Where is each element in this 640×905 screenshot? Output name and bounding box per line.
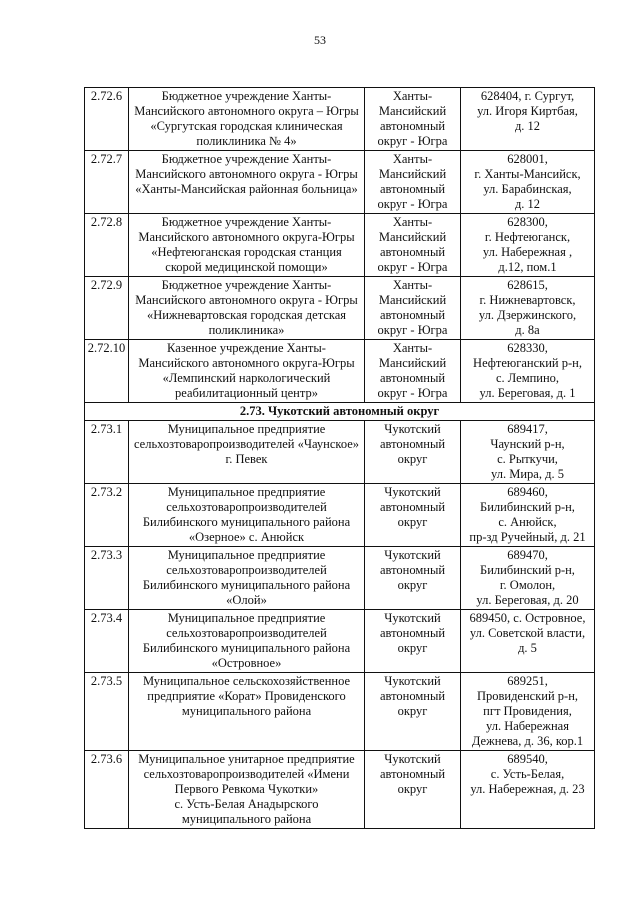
- row-number: 2.73.1: [85, 421, 129, 484]
- address-line: ул. Береговая, д. 20: [476, 593, 579, 607]
- address-line: с. Анюйск,: [498, 515, 557, 529]
- region-line: Ханты-: [392, 341, 433, 355]
- organization-name-line: Муниципальное сельскохозяйственное: [142, 674, 351, 688]
- region-line: автономный: [379, 371, 446, 385]
- address-line: ул. Набережная: [486, 719, 569, 733]
- address-line: г. Нижневартовск,: [479, 293, 576, 307]
- organization-name-line: Первого Ревкома Чукотки»: [174, 782, 319, 796]
- address-cell: [461, 547, 595, 610]
- organization-name-line: Мансийского автономного округа – Югры: [134, 104, 359, 118]
- organization-name-cell: [129, 484, 365, 547]
- address-cell: [461, 421, 595, 484]
- region-line: Ханты-: [392, 215, 433, 229]
- region-line: Чукотский: [384, 674, 441, 688]
- region-line: автономный: [379, 308, 446, 322]
- address-line: ул. Дзержинского,: [478, 308, 577, 322]
- region-line: автономный: [379, 119, 446, 133]
- region-line: округ - Югра: [377, 134, 448, 148]
- organization-name-line: «Нефтеюганская городская станция: [151, 245, 342, 259]
- address-line: ул. Набережная, д. 23: [470, 782, 585, 796]
- region-cell: [365, 547, 461, 610]
- organization-name-line: Мансийского автономного округа - Югры: [135, 167, 358, 181]
- organization-name-cell: [129, 340, 365, 403]
- region-line: автономный: [379, 182, 446, 196]
- region-cell: [365, 610, 461, 673]
- region-line: Ханты-: [392, 152, 433, 166]
- address-line: 628001,: [507, 152, 548, 166]
- organization-name-line: Бюджетное учреждение Ханты-: [161, 278, 332, 292]
- organization-name-line: «Островное»: [211, 656, 282, 670]
- organization-name-line: «Олой»: [226, 593, 267, 607]
- table-row: [85, 610, 595, 673]
- region-line: Чукотский: [384, 485, 441, 499]
- address-line: 689417,: [507, 422, 548, 436]
- address-line: д.12, пом.1: [498, 260, 557, 274]
- address-line: д. 5: [518, 641, 537, 655]
- address-line: пр-зд Ручейный, д. 21: [469, 530, 586, 544]
- organization-name-cell: [129, 277, 365, 340]
- organization-name-line: «Ханты-Мансийская районная больница»: [135, 182, 358, 196]
- region-cell: [365, 484, 461, 547]
- row-number: 2.73.4: [85, 610, 129, 673]
- organization-name-line: Муниципальное предприятие: [167, 548, 326, 562]
- region-cell: [365, 214, 461, 277]
- row-number: 2.73.5: [85, 673, 129, 751]
- region-cell: [365, 277, 461, 340]
- region-line: округ: [397, 452, 428, 466]
- address-line: Чаунский р-н,: [490, 437, 565, 451]
- address-line: д. 12: [514, 197, 541, 211]
- address-line: с. Рыткучи,: [497, 452, 558, 466]
- region-line: автономный: [379, 245, 446, 259]
- region-line: округ: [397, 704, 428, 718]
- organization-name-cell: [129, 151, 365, 214]
- region-cell: [365, 340, 461, 403]
- organization-name-line: Бюджетное учреждение Ханты-: [161, 215, 332, 229]
- organization-name-cell: [129, 421, 365, 484]
- address-line: 689470,: [507, 548, 548, 562]
- row-number: 2.72.10: [85, 340, 129, 403]
- organization-name-line: предприятие «Корат» Провиденского: [147, 689, 346, 703]
- region-line: округ - Югра: [377, 260, 448, 274]
- region-line: автономный: [379, 767, 446, 781]
- row-number: 2.73.3: [85, 547, 129, 610]
- region-line: округ - Югра: [377, 323, 448, 337]
- organization-name-line: Муниципальное предприятие: [167, 422, 326, 436]
- table-row: [85, 277, 595, 340]
- region-line: Чукотский: [384, 752, 441, 766]
- address-line: с. Лемпино,: [495, 371, 560, 385]
- address-line: 689540,: [507, 752, 548, 766]
- address-cell: [461, 277, 595, 340]
- address-line: г. Омолон,: [499, 578, 556, 592]
- address-cell: [461, 340, 595, 403]
- table-row: [85, 751, 595, 829]
- organization-name-cell: [129, 610, 365, 673]
- organization-name-cell: [129, 751, 365, 829]
- address-line: ул. Советской власти,: [469, 626, 586, 640]
- row-number: 2.72.7: [85, 151, 129, 214]
- address-cell: [461, 673, 595, 751]
- address-line: 689450, с. Островное,: [469, 611, 586, 625]
- table-row: [85, 547, 595, 610]
- organization-name-line: Бюджетное учреждение Ханты-: [161, 89, 332, 103]
- table-row: [85, 421, 595, 484]
- region-line: округ: [397, 782, 428, 796]
- address-line: ул. Игоря Киртбая,: [477, 104, 578, 118]
- address-line: 689460,: [507, 485, 548, 499]
- address-line: 628300,: [507, 215, 548, 229]
- region-line: Чукотский: [384, 548, 441, 562]
- region-cell: [365, 751, 461, 829]
- organization-name-line: Мансийского автономного округа-Югры: [138, 230, 355, 244]
- organization-name-cell: [129, 673, 365, 751]
- section-title: 2.73. Чукотский автономный округ: [85, 403, 595, 421]
- organization-name-line: сельхозтоваропроизводителей: [166, 563, 327, 577]
- address-line: 628404, г. Сургут,: [480, 89, 575, 103]
- address-line: г. Нефтеюганск,: [484, 230, 571, 244]
- region-line: Мансийский: [378, 356, 447, 370]
- organization-name-line: поликлиника № 4»: [196, 134, 297, 148]
- page-number: 53: [314, 33, 326, 47]
- organization-name-line: сельхозтоваропроизводителей: [166, 500, 327, 514]
- table-row: [85, 340, 595, 403]
- organization-name-cell: [129, 88, 365, 151]
- region-line: округ: [397, 641, 428, 655]
- address-line: Дежнева, д. 36, кор.1: [471, 734, 584, 748]
- region-line: Мансийский: [378, 167, 447, 181]
- address-line: д. 8а: [515, 323, 540, 337]
- table-row: [85, 214, 595, 277]
- organization-name-line: Казенное учреждение Ханты-: [167, 341, 326, 355]
- address-line: Нефтеюганский р-н,: [473, 356, 582, 370]
- registry-table: [84, 87, 595, 829]
- organization-name-line: с. Усть-Белая Анадырского: [174, 797, 319, 811]
- address-line: г. Ханты-Мансийск,: [474, 167, 581, 181]
- address-line: ул. Набережная ,: [482, 245, 573, 259]
- region-line: автономный: [379, 437, 446, 451]
- row-number: 2.73.2: [85, 484, 129, 547]
- region-line: автономный: [379, 689, 446, 703]
- organization-name-line: Билибинского муниципального района: [142, 515, 351, 529]
- region-cell: [365, 151, 461, 214]
- organization-name-line: муниципального района: [181, 812, 312, 826]
- region-line: Мансийский: [378, 230, 447, 244]
- organization-name-line: сельхозтоваропроизводителей «Имени: [143, 767, 350, 781]
- address-line: с. Усть-Белая,: [490, 767, 565, 781]
- organization-name-line: поликлиника»: [208, 323, 285, 337]
- organization-name-line: реабилитационный центр»: [175, 386, 318, 400]
- address-line: ул. Береговая, д. 1: [479, 386, 576, 400]
- organization-name-line: Мансийского автономного округа-Югры: [138, 356, 355, 370]
- table-row: [85, 484, 595, 547]
- organization-name-line: муниципального района: [181, 704, 312, 718]
- organization-name-line: Мансийского автономного округа - Югры: [135, 293, 358, 307]
- table-row: [85, 88, 595, 151]
- address-cell: [461, 610, 595, 673]
- organization-name-line: Билибинского муниципального района: [142, 578, 351, 592]
- region-line: округ - Югра: [377, 197, 448, 211]
- address-cell: [461, 151, 595, 214]
- organization-name-line: Муниципальное предприятие: [167, 485, 326, 499]
- region-line: автономный: [379, 500, 446, 514]
- row-number: 2.73.6: [85, 751, 129, 829]
- organization-name-line: скорой медицинской помощи»: [165, 260, 328, 274]
- organization-name-line: г. Певек: [225, 452, 268, 466]
- region-line: Чукотский: [384, 611, 441, 625]
- region-line: Мансийский: [378, 293, 447, 307]
- organization-name-cell: [129, 547, 365, 610]
- address-line: Билибинский р-н,: [480, 563, 575, 577]
- organization-name-cell: [129, 214, 365, 277]
- address-line: д. 12: [514, 119, 541, 133]
- section-header-row: [85, 403, 595, 421]
- region-line: Ханты-: [392, 89, 433, 103]
- address-line: 689251,: [507, 674, 548, 688]
- organization-name-line: «Сургутская городская клиническая: [150, 119, 343, 133]
- region-line: Ханты-: [392, 278, 433, 292]
- table-row: [85, 673, 595, 751]
- organization-name-line: Билибинского муниципального района: [142, 641, 351, 655]
- organization-name-line: «Нижневартовская городская детская: [146, 308, 347, 322]
- address-cell: [461, 484, 595, 547]
- organization-name-line: Бюджетное учреждение Ханты-: [161, 152, 332, 166]
- address-line: Провиденский р-н,: [476, 689, 579, 703]
- region-line: Мансийский: [378, 104, 447, 118]
- address-line: Билибинский р-н,: [480, 500, 575, 514]
- row-number: 2.72.9: [85, 277, 129, 340]
- region-line: Чукотский: [384, 422, 441, 436]
- region-cell: [365, 421, 461, 484]
- organization-name-line: Муниципальное унитарное предприятие: [138, 752, 355, 766]
- address-line: пгт Провидения,: [483, 704, 572, 718]
- region-line: автономный: [379, 626, 446, 640]
- address-cell: [461, 214, 595, 277]
- region-line: автономный: [379, 563, 446, 577]
- row-number: 2.72.6: [85, 88, 129, 151]
- region-cell: [365, 88, 461, 151]
- address-line: 628615,: [507, 278, 548, 292]
- region-line: округ - Югра: [377, 386, 448, 400]
- address-cell: [461, 88, 595, 151]
- address-line: ул. Барабинская,: [483, 182, 572, 196]
- region-cell: [365, 673, 461, 751]
- address-line: 628330,: [507, 341, 548, 355]
- table-row: [85, 151, 595, 214]
- address-cell: [461, 751, 595, 829]
- region-line: округ: [397, 578, 428, 592]
- address-line: ул. Мира, д. 5: [491, 467, 564, 481]
- organization-name-line: «Лемпинский наркологический: [162, 371, 331, 385]
- registry-body: [85, 88, 595, 829]
- organization-name-line: сельхозтоваропроизводителей: [166, 626, 327, 640]
- organization-name-line: Муниципальное предприятие: [167, 611, 326, 625]
- organization-name-line: «Озерное» с. Анюйск: [188, 530, 305, 544]
- organization-name-line: сельхозтоваропроизводителей «Чаунское»: [133, 437, 360, 451]
- region-line: округ: [397, 515, 428, 529]
- row-number: 2.72.8: [85, 214, 129, 277]
